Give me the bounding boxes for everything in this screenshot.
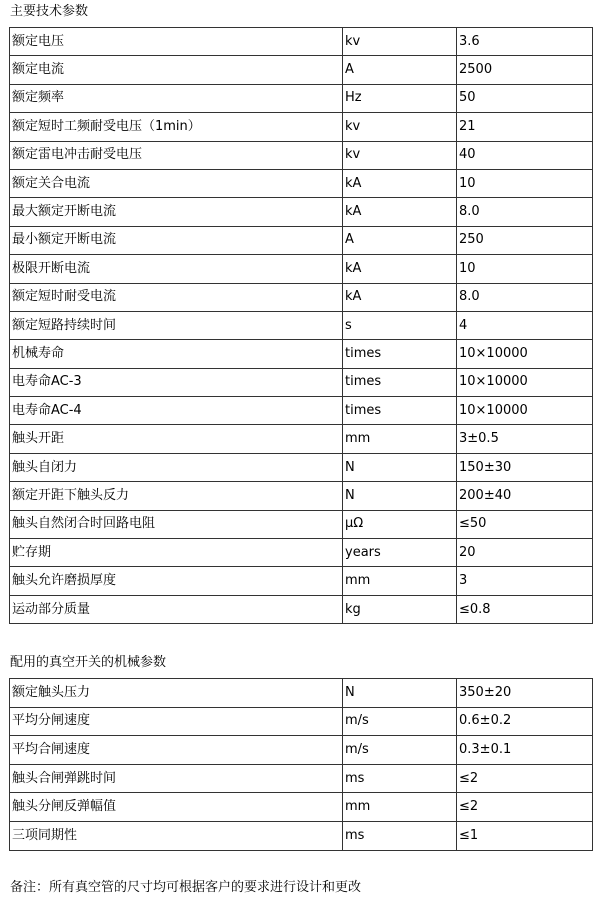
table-row xyxy=(10,84,593,112)
parameter-name: 额定雷电冲击耐受电压 xyxy=(10,141,343,169)
parameter-unit: m/s xyxy=(343,707,457,736)
parameter-value: 0.3±0.1 xyxy=(457,736,593,765)
parameter-unit: kv xyxy=(343,113,457,141)
table-row xyxy=(10,368,593,396)
parameter-unit: Hz xyxy=(343,84,457,112)
table-row xyxy=(10,255,593,283)
parameter-value: 8.0 xyxy=(457,283,593,311)
table-row xyxy=(10,198,593,226)
parameter-value: ≤50 xyxy=(457,510,593,538)
parameter-name: 额定短路持续时间 xyxy=(10,311,343,339)
parameter-name: 额定开距下触头反力 xyxy=(10,482,343,510)
parameter-name: 额定电压 xyxy=(10,28,343,56)
table-row xyxy=(10,567,593,595)
parameter-unit: μΩ xyxy=(343,510,457,538)
parameter-name: 触头自闭力 xyxy=(10,453,343,481)
parameter-name: 触头合闸弹跳时间 xyxy=(10,764,343,793)
table-row xyxy=(10,793,593,822)
parameter-unit: times xyxy=(343,368,457,396)
table-row xyxy=(10,764,593,793)
main-parameters-body xyxy=(10,28,593,624)
parameter-unit: kA xyxy=(343,255,457,283)
parameter-value: ≤1 xyxy=(457,821,593,850)
parameter-unit: ms xyxy=(343,764,457,793)
parameter-unit: A xyxy=(343,226,457,254)
table-row xyxy=(10,821,593,850)
parameter-name: 额定电流 xyxy=(10,56,343,84)
parameter-value: 10×10000 xyxy=(457,340,593,368)
parameter-value: 10×10000 xyxy=(457,397,593,425)
parameter-value: 2500 xyxy=(457,56,593,84)
parameter-unit: kA xyxy=(343,198,457,226)
parameter-unit: mm xyxy=(343,793,457,822)
table-row xyxy=(10,56,593,84)
parameter-unit: kv xyxy=(343,28,457,56)
parameter-name: 额定短时工频耐受电压（1min） xyxy=(10,113,343,141)
parameter-unit: kA xyxy=(343,169,457,197)
parameter-name: 极限开断电流 xyxy=(10,255,343,283)
parameter-name: 触头允许磨损厚度 xyxy=(10,567,343,595)
table-row xyxy=(10,397,593,425)
table-row xyxy=(10,141,593,169)
parameter-unit: s xyxy=(343,311,457,339)
table-row xyxy=(10,226,593,254)
parameter-name: 平均分闸速度 xyxy=(10,707,343,736)
parameter-unit: kv xyxy=(343,141,457,169)
parameter-value: 200±40 xyxy=(457,482,593,510)
parameter-value: 10 xyxy=(457,255,593,283)
table-row xyxy=(10,340,593,368)
parameter-name: 最大额定开断电流 xyxy=(10,198,343,226)
switch-mechanical-parameters-title: 配用的真空开关的机械参数 xyxy=(10,655,167,670)
table-row xyxy=(10,283,593,311)
table-row xyxy=(10,482,593,510)
parameter-name: 运动部分质量 xyxy=(10,595,343,623)
parameter-value: 40 xyxy=(457,141,593,169)
parameter-unit: ms xyxy=(343,821,457,850)
parameter-name: 额定关合电流 xyxy=(10,169,343,197)
parameter-value: 50 xyxy=(457,84,593,112)
parameter-value: 150±30 xyxy=(457,453,593,481)
parameter-name: 三项同期性 xyxy=(10,821,343,850)
parameter-value: ≤2 xyxy=(457,764,593,793)
parameter-value: ≤0.8 xyxy=(457,595,593,623)
parameter-name: 触头开距 xyxy=(10,425,343,453)
parameter-unit: m/s xyxy=(343,736,457,765)
table-row xyxy=(10,539,593,567)
switch-mechanical-parameters-table xyxy=(9,678,593,851)
parameter-value: 3 xyxy=(457,567,593,595)
parameter-unit: years xyxy=(343,539,457,567)
footnote: 备注：所有真空管的尺寸均可根据客户的要求进行设计和更改 xyxy=(10,880,362,895)
table-row xyxy=(10,425,593,453)
parameter-unit: N xyxy=(343,482,457,510)
parameter-name: 机械寿命 xyxy=(10,340,343,368)
table-row xyxy=(10,679,593,708)
parameter-name: 贮存期 xyxy=(10,539,343,567)
parameter-value: 20 xyxy=(457,539,593,567)
parameter-value: 3.6 xyxy=(457,28,593,56)
parameter-unit: kA xyxy=(343,283,457,311)
parameter-unit: mm xyxy=(343,567,457,595)
table-row xyxy=(10,736,593,765)
table-row xyxy=(10,707,593,736)
parameter-name: 触头自然闭合时回路电阻 xyxy=(10,510,343,538)
parameter-value: 4 xyxy=(457,311,593,339)
parameter-name: 电寿命AC-4 xyxy=(10,397,343,425)
switch-mechanical-parameters-body xyxy=(10,679,593,851)
table-row xyxy=(10,169,593,197)
parameter-name: 额定触头压力 xyxy=(10,679,343,708)
parameter-unit: N xyxy=(343,453,457,481)
parameter-value: 350±20 xyxy=(457,679,593,708)
parameter-unit: N xyxy=(343,679,457,708)
parameter-value: ≤2 xyxy=(457,793,593,822)
parameter-unit: times xyxy=(343,340,457,368)
parameter-unit: A xyxy=(343,56,457,84)
parameter-value: 0.6±0.2 xyxy=(457,707,593,736)
parameter-value: 21 xyxy=(457,113,593,141)
table-row xyxy=(10,28,593,56)
table-row xyxy=(10,311,593,339)
parameter-unit: mm xyxy=(343,425,457,453)
parameter-name: 最小额定开断电流 xyxy=(10,226,343,254)
main-parameters-title: 主要技术参数 xyxy=(10,4,89,19)
parameter-unit: kg xyxy=(343,595,457,623)
parameter-value: 8.0 xyxy=(457,198,593,226)
parameter-value: 250 xyxy=(457,226,593,254)
main-parameters-table xyxy=(9,27,593,624)
parameter-unit: times xyxy=(343,397,457,425)
parameter-name: 触头分闸反弹幅值 xyxy=(10,793,343,822)
table-row xyxy=(10,510,593,538)
parameter-name: 额定短时耐受电流 xyxy=(10,283,343,311)
table-row xyxy=(10,595,593,623)
parameter-value: 10×10000 xyxy=(457,368,593,396)
parameter-name: 平均合闸速度 xyxy=(10,736,343,765)
parameter-name: 电寿命AC-3 xyxy=(10,368,343,396)
parameter-value: 10 xyxy=(457,169,593,197)
table-row xyxy=(10,113,593,141)
parameter-name: 额定频率 xyxy=(10,84,343,112)
parameter-value: 3±0.5 xyxy=(457,425,593,453)
table-row xyxy=(10,453,593,481)
